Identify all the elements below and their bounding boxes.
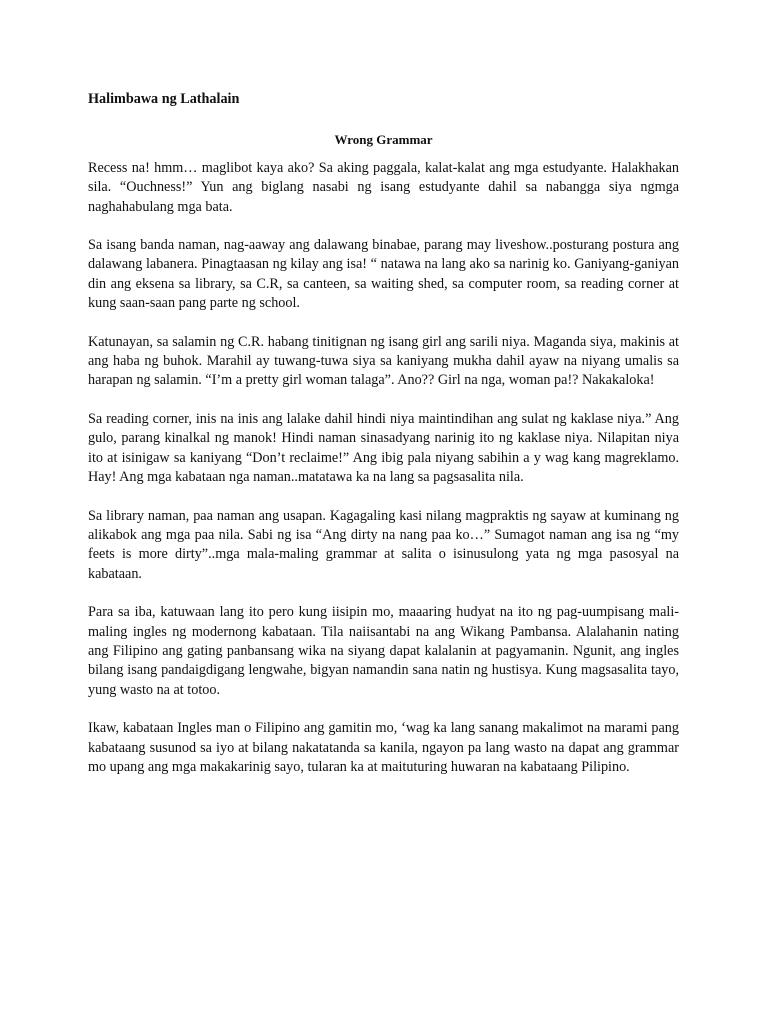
paragraph-2: Sa isang banda naman, nag-aaway ang dalawang binabae, parang may liveshow..posturang postura ang dalawang labanera. Pinagtaasan ng kilay ang isa! “ natawa na lang ako sa narinig ko. Ganiyang-ganiyan din ang eksena sa library, sa C.R, sa canteen, sa waiting shed, sa computer room, sa reading corner at kung saan-saan pang parte ng school.: [88, 237, 679, 312]
document-title: Halimbawa ng Lathalain: [88, 91, 240, 107]
document-page: [88, 90, 679, 796]
paragraph-4: Sa reading corner, inis na inis ang lalake dahil hindi niya maintindihan ang sulat ng kaklase niya.” Ang gulo, parang kinalkal ng manok! Hindi naman sinasadyang narinig ito ng kaklase niya. Nilapitan niya ito at isinigaw sa kaniyang “Don’t reclaime!” Ang ibig pala niyang sabihin a y wag kang magreklamo. Hay! Ang mga kabataan nga naman..matatawa ka na lang sa pagsasalita nila.: [88, 410, 679, 486]
paragraph-1: Recess na! hmm… maglibot kaya ako? Sa aking paggala, kalat-kalat ang mga estudyante. Halakhakan sila. “Ouchness!” Yun ang biglang nasabi ng isang estudyante dahil sa nabangga siya ngmga naghahabulang mga bata.: [88, 159, 679, 215]
article-title: Wrong Grammar: [334, 132, 433, 148]
paragraph-7: Ikaw, kabataan Ingles man o Filipino ang gamitin mo, ‘wag ka lang sanang makalimot na marami pang kabataang susunod sa iyo at bilang nakatatanda sa kanila, ngayon pa lang wasto na dapat ang grammar mo upang ang mga makakarinig sayo, tularan ka at maituturing huwaran na kabataang Pilipino.: [88, 720, 679, 775]
paragraph-6: Para sa iba, katuwaan lang ito pero kung iisipin mo, maaaring hudyat na ito ng pag-uumpisang mali-maling ingles ng modernong kabataan. Tila naiisantabi na ang Wikang Pambansa. Alalahanin nating ang Filipino ang gating panbansang wika na siyang dapat kalalanin at pagyamanin. Ngunit, ang ingles bilang isang pandaigdigang lengwahe, bigyan namandin sana natin ng hustisya. Kung magsasalita tayo, yung wasto na at totoo.: [88, 604, 679, 698]
paragraph-3: Katunayan, sa salamin ng C.R. habang tinitignan ng isang girl ang sarili niya. Maganda siya, makinis at ang haba ng buhok. Marahil ay tuwang-tuwa siya sa kaniyang mukha dahil ayaw na niyang umalis sa harapan ng salamin. “I’m a pretty girl woman talaga”. Ano?? Girl na nga, woman pa!? Nakakaloka!: [88, 333, 679, 389]
paragraph-5: Sa library naman, paa naman ang usapan. Kagagaling kasi nilang magpraktis ng sayaw at kuminang ng alikabok ang mga paa nila. Sabi ng isa “Ang dirty na nang paa ko…” Sumagot naman ang isa ng “my feets is more dirty”..mga mala-maling grammar at salita o isinusulong yata ng mga pasosyal na kabataan.: [88, 507, 679, 582]
